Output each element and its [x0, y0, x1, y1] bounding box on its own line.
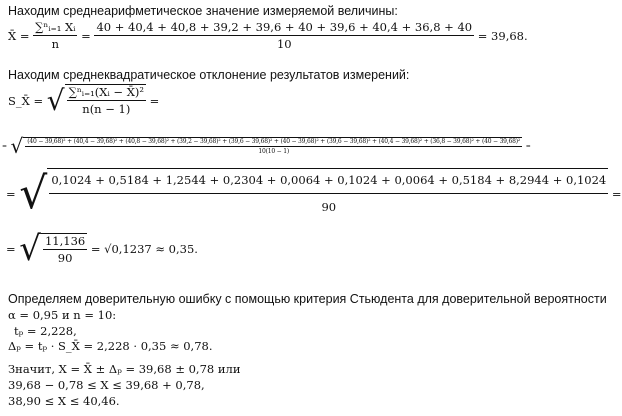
final-denominator: 90: [43, 249, 87, 265]
stddev-numerator: ∑ⁿᵢ₌₁(Xᵢ − X̄)²: [68, 85, 145, 99]
sqrt-icon: √: [10, 134, 24, 158]
final-result: = √0,1237 ≈ 0,35.: [90, 242, 198, 256]
alpha-line: α = 0,95 и n = 10:: [8, 308, 117, 322]
equation-final-sqrt: = √ $\frac{11,136}{90}$ = √0,1237 ≈ 0,35.: [6, 229, 198, 269]
sum-fraction: [33, 20, 77, 51]
sqrt-icon: √: [19, 167, 48, 219]
squares-numerator: 0,1024 + 0,5184 + 1,2544 + 0,2304 + 0,0064 + 0,1024 + 0,0064 + 0,5184 + 8,2944 + 0,1024: [51, 173, 607, 187]
mean-lhs: X̄ =: [8, 28, 30, 43]
sum-numerator: ∑ⁿᵢ₌₁ Xᵢ: [35, 20, 76, 34]
equation-deviations: = √ (40 − 39,68)² + (40,4 − 39,68)² + (40,8 − 39,68)² + (39,2 − 39,68)² + (39,6 − 39,68)² + (40 − 39,68)² + (39,6 − 39,68)² + (40,4 − 39,68)² + (36,8 − 39,68)² + (40 − 39,68)² 10(10 − 1) =: [2, 134, 531, 158]
mean-result: = 39,68.: [477, 28, 528, 43]
values-fraction: [94, 20, 474, 51]
heading-confidence: Определяем доверительную ошибку с помощью критерия Стьюдента для доверительной вероятности: [8, 292, 607, 306]
stddev-lhs: S_X̄ =: [8, 93, 44, 108]
deviations-numerator: (40 − 39,68)² + (40,4 − 39,68)² + (40,8 − 39,68)² + (39,2 − 39,68)² + (39,6 − 39,68)² + (40 − 39,68)² + (39,6 − 39,68)² + (40,4 − 39,68)² + (36,8 − 39,68)² + (40 − 39,68)²: [27, 137, 521, 145]
squares-denominator: 90: [49, 193, 608, 214]
sqrt-icon: √: [46, 83, 65, 117]
sqrt-icon: √: [19, 229, 41, 269]
heading-stddev: Находим среднеквадратическое отклонение результатов измерений:: [8, 68, 410, 82]
stddev-tail: =: [149, 93, 160, 108]
heading-mean: Находим среднеарифметическое значение измеряемой величины:: [8, 4, 398, 18]
equation-mean: X̄ = $\frac{\text{∑ⁿᵢ₌₁ Xᵢ}}{n}$ = 40 + 40,4 + 40,8 + 39,2 + 39,6 + 40 + 39,6 + 40,4 + 36,8 + 40 10 = 39,68.: [8, 20, 528, 51]
squares-fraction: [49, 173, 608, 214]
final-fraction: [43, 234, 87, 265]
equation-stddev-formula: [8, 84, 159, 116]
deviations-fraction: [25, 138, 522, 155]
stddev-denominator: n(n − 1): [67, 100, 146, 116]
values-denominator: 10: [94, 35, 474, 51]
sum-denominator: n: [33, 35, 77, 51]
range-line-2: 38,90 ≤ X ≤ 40,46.: [8, 394, 120, 408]
delta-line: Δₚ = tₚ · S_X̄ = 2,228 · 0,35 ≈ 0,78.: [8, 339, 213, 353]
conclusion-line: Значит, X = X̄ ± Δₚ = 39,68 ± 0,78 или: [8, 362, 241, 376]
equation-squares: = √ 0,1024 + 0,5184 + 1,2544 + 0,2304 + 0,0064 + 0,1024 + 0,0064 + 0,5184 + 8,2944 + 0,1024 90 =: [6, 167, 622, 219]
tp-line: tₚ = 2,228,: [14, 324, 77, 338]
final-numerator: 11,136: [44, 233, 86, 248]
range-line-1: 39,68 − 0,78 ≤ X ≤ 39,68 + 0,78,: [8, 378, 205, 392]
deviations-denominator: 10(10 − 1): [25, 146, 522, 155]
values-numerator: 40 + 40,4 + 40,8 + 39,2 + 39,6 + 40 + 39,6 + 40,4 + 36,8 + 40: [96, 20, 473, 34]
stddev-fraction: [67, 85, 146, 116]
